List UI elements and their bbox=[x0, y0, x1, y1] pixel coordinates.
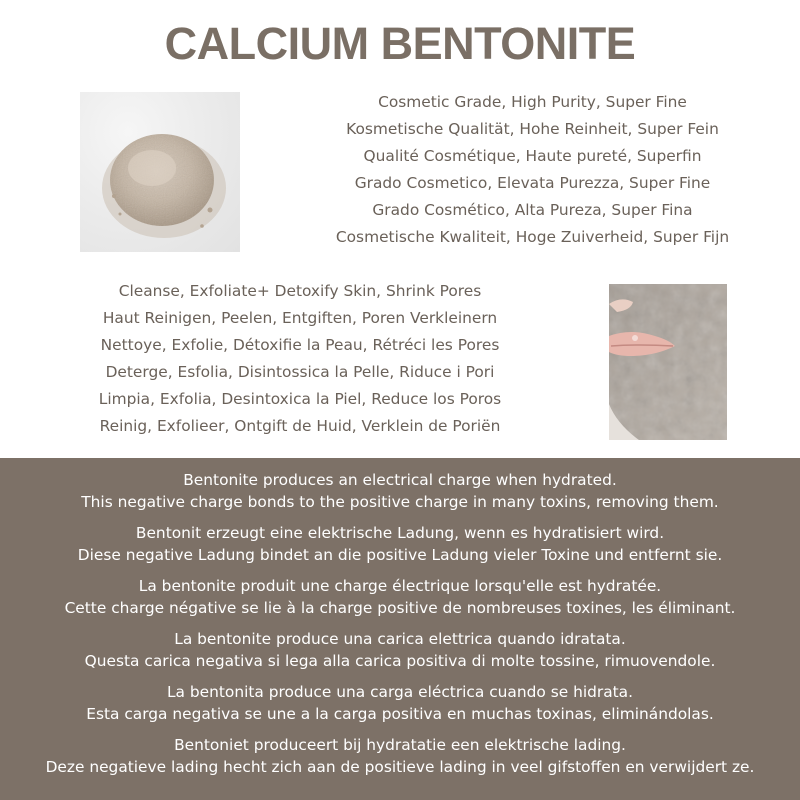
face-mask-photo bbox=[609, 284, 727, 440]
grade-line: Grado Cosmetico, Elevata Purezza, Super Fine bbox=[354, 174, 711, 192]
grade-text bbox=[300, 89, 765, 251]
grade-line: Kosmetische Qualität, Hohe Reinheit, Super Fein bbox=[346, 120, 719, 138]
grade-line: Grado Cosmético, Alta Pureza, Super Fina bbox=[372, 201, 693, 219]
benefit-line: Nettoye, Exfolie, Détoxifie la Peau, Rétréci les Pores bbox=[100, 336, 500, 354]
description-paragraph bbox=[0, 681, 800, 725]
description-line: Esta carga negativa se une a la carga positiva en muchas toxinas, eliminándolas. bbox=[86, 705, 714, 723]
grade-line: Cosmetic Grade, High Purity, Super Fine bbox=[378, 93, 687, 111]
benefit-line: Limpia, Exfolia, Desintoxica la Piel, Reduce los Poros bbox=[98, 390, 502, 408]
description-line: La bentonita produce una carga eléctrica cuando se hidrata. bbox=[166, 683, 633, 701]
description-line: Bentonite produces an electrical charge when hydrated. bbox=[183, 471, 617, 489]
page-title: CALCIUM BENTONITE bbox=[164, 18, 636, 69]
description-line: Diese negative Ladung bindet an die positive Ladung vieler Toxine und entfernt sie. bbox=[77, 546, 723, 564]
description-panel bbox=[0, 458, 800, 800]
grade-line: Cosmetische Kwaliteit, Hoge Zuiverheid, Super Fijn bbox=[335, 228, 730, 246]
description-paragraph bbox=[0, 522, 800, 566]
benefits-text bbox=[40, 278, 560, 440]
benefit-line: Deterge, Esfolia, Disintossica la Pelle, Riduce i Pori bbox=[105, 363, 495, 381]
description-line: La bentonite produce una carica elettrica quando idratata. bbox=[174, 630, 626, 648]
benefit-line: Cleanse, Exfoliate+ Detoxify Skin, Shrink Pores bbox=[118, 282, 482, 300]
description-line: This negative charge bonds to the positive charge in many toxins, removing them. bbox=[81, 493, 719, 511]
benefit-line: Haut Reinigen, Peelen, Entgiften, Poren Verkleinern bbox=[102, 309, 498, 327]
description-line: Bentoniet produceert bij hydratatie een elektrische lading. bbox=[174, 736, 626, 754]
description-line: Bentonit erzeugt eine elektrische Ladung, wenn es hydratisiert wird. bbox=[135, 524, 665, 542]
description-paragraph bbox=[0, 469, 800, 513]
description-line: Questa carica negativa si lega alla carica positiva di molte tossine, rimuovendole. bbox=[84, 652, 716, 670]
benefit-line: Reinig, Exfolieer, Ontgift de Huid, Verklein de Poriën bbox=[99, 417, 501, 435]
description-line: La bentonite produit une charge électrique lorsqu'elle est hydratée. bbox=[138, 577, 662, 595]
description-line: Deze negatieve lading hecht zich aan de positieve lading in veel gifstoffen en verwijdert ze. bbox=[45, 758, 755, 776]
description-paragraph bbox=[0, 734, 800, 778]
description-paragraph bbox=[0, 575, 800, 619]
description-line: Cette charge négative se lie à la charge positive de nombreuses toxines, les éliminant. bbox=[64, 599, 736, 617]
grade-line: Qualité Cosmétique, Haute pureté, Superfin bbox=[363, 147, 702, 165]
description-paragraph bbox=[0, 628, 800, 672]
clay-powder-photo bbox=[80, 92, 240, 252]
